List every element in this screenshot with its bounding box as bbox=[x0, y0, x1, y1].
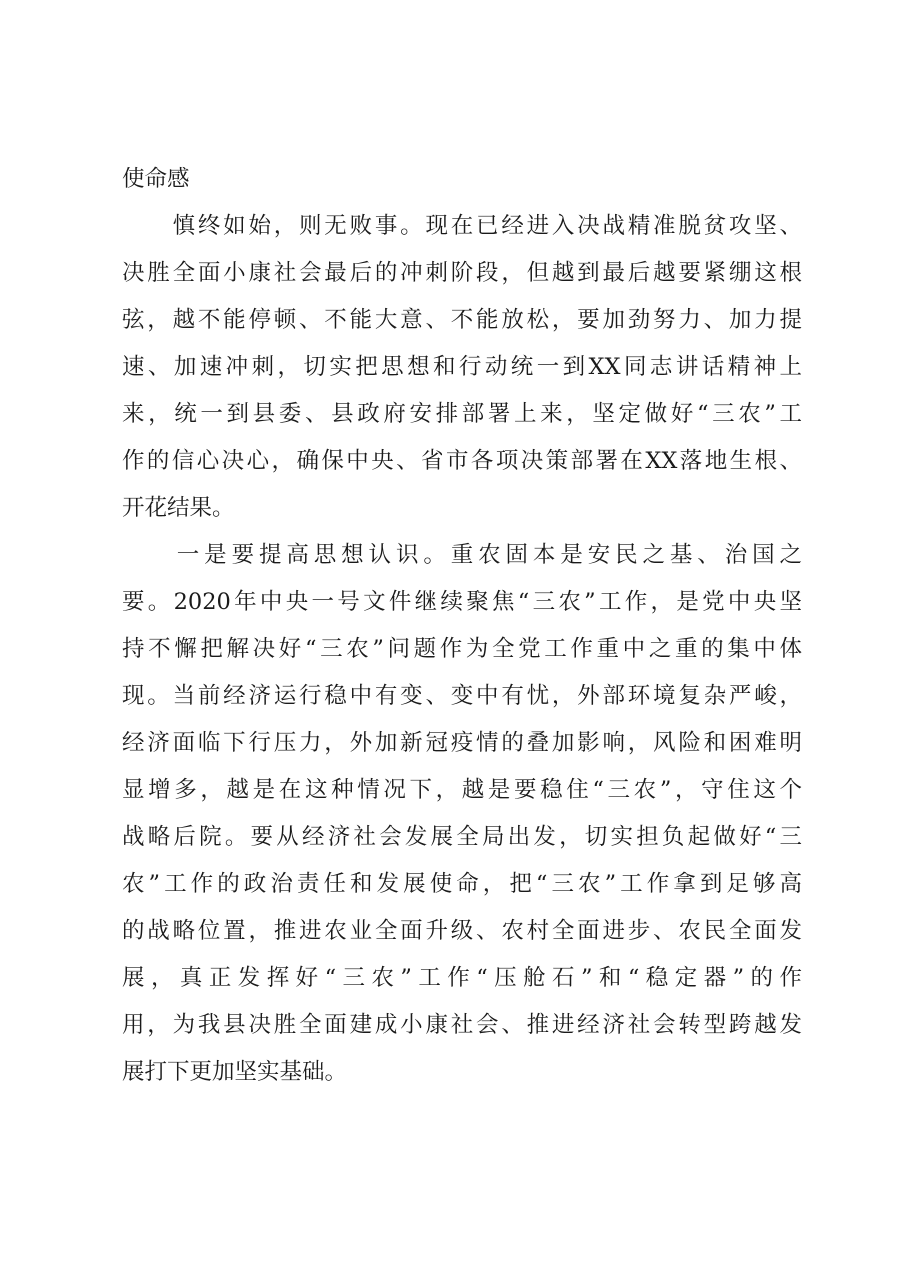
text-line: 开花结果。 bbox=[122, 495, 235, 521]
text-line: 的战略位置，推进农业全面升级、农村全面进步、农民全面发 bbox=[122, 918, 802, 944]
text-line: 作的信心决心，确保中央、省市各项决策部署在XX落地生根、 bbox=[122, 448, 802, 474]
text-line: 现。当前经济运行稳中有变、变中有忧，外部环境复杂严峻， bbox=[122, 683, 802, 709]
text-line: 展打下更加坚实基础。 bbox=[122, 1059, 348, 1085]
text-line: 战略后院。要从经济社会发展全局出发，切实担负起做好“三 bbox=[122, 824, 802, 850]
text-line: 展，真正发挥好“三农”工作“压舱石”和“稳定器”的作 bbox=[122, 965, 802, 991]
text-line: 来，统一到县委、县政府安排部署上来，坚定做好“三农”工 bbox=[122, 401, 802, 427]
text-line: 要。2020年中央一号文件继续聚焦“三农”工作，是党中央坚 bbox=[122, 589, 802, 615]
text-line: 速、加速冲刺，切实把思想和行动统一到XX同志讲话精神上 bbox=[122, 354, 802, 380]
text-line-heading-tail: 使命感 bbox=[122, 166, 190, 192]
text-line: 持不懈把解决好“三农”问题作为全党工作重中之重的集中体 bbox=[122, 636, 802, 662]
text-line: 农”工作的政治责任和发展使命，把“三农”工作拿到足够高 bbox=[122, 871, 802, 897]
text-line: 慎终如始，则无败事。现在已经进入决战精准脱贫攻坚、 bbox=[122, 213, 802, 239]
document-body bbox=[122, 165, 802, 1105]
text-line: 显增多，越是在这种情况下，越是要稳住“三农”，守住这个 bbox=[122, 777, 802, 803]
text-line: 决胜全面小康社会最后的冲刺阶段，但越到最后越要紧绷这根 bbox=[122, 260, 802, 286]
text-line: 用，为我县决胜全面建成小康社会、推进经济社会转型跨越发 bbox=[122, 1012, 802, 1038]
text-line: 一是要提高思想认识。重农固本是安民之基、治国之 bbox=[122, 542, 802, 568]
text-line: 经济面临下行压力，外加新冠疫情的叠加影响，风险和困难明 bbox=[122, 730, 802, 756]
text-line: 弦，越不能停顿、不能大意、不能放松，要加劲努力、加力提 bbox=[122, 307, 802, 333]
